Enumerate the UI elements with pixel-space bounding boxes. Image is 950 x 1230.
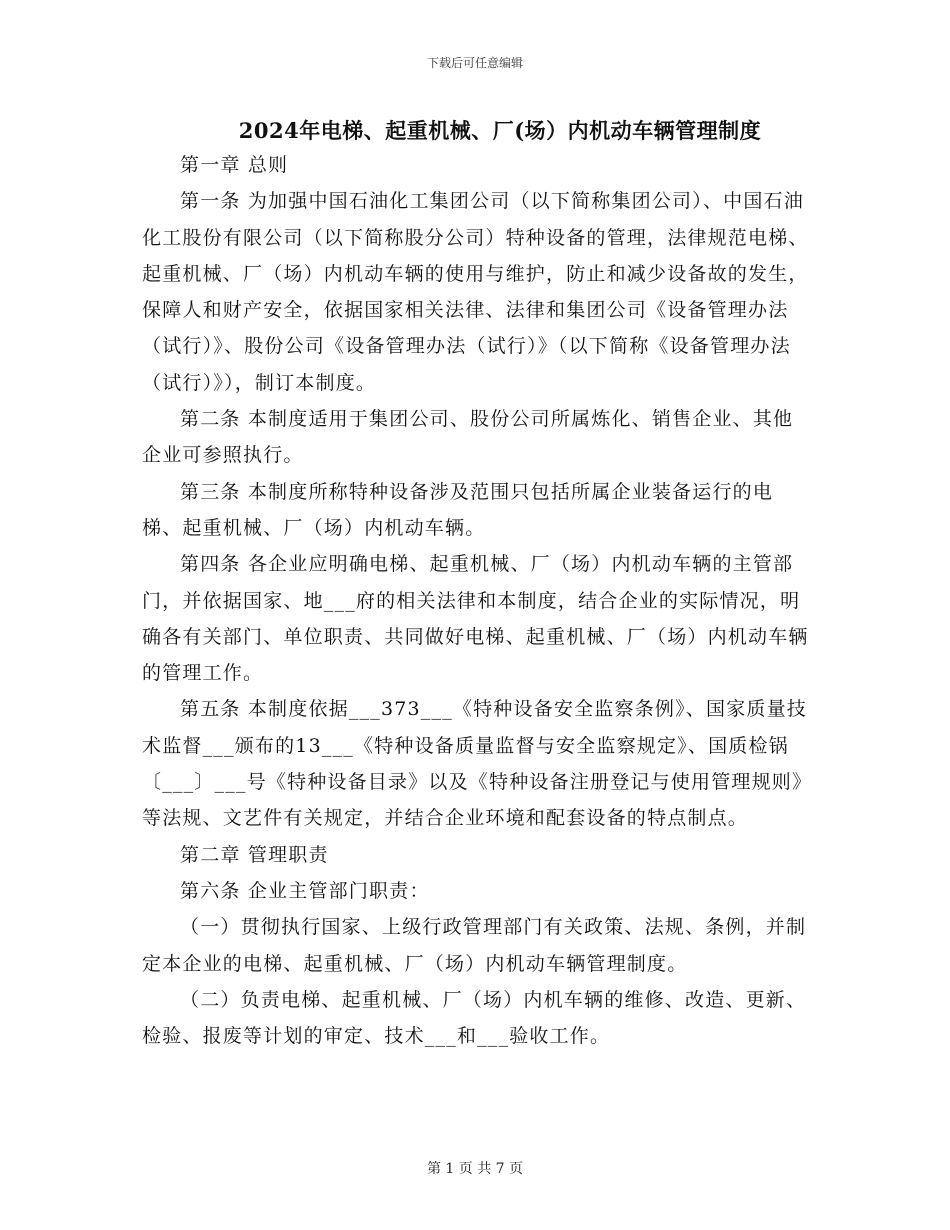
paragraph-article-5: 第五条 本制度依据___373___《特种设备安全监察条例》、国家质量技术监督___颁布的13___《特种设备质量监督与安全监察规定》、国质检锅〔___〕___号《特种设备目录》以及《特种设备注册登记与使用管理规则》等法规、文艺件有关规定，并结合企业环境和配套设备的特点制点。 [142, 698, 808, 830]
paragraph-article-3: 第三条 本制度所称特种设备涉及范围只包括所属企业装备运行的电梯、起重机械、厂（场）内机动车辆。 [142, 480, 774, 539]
paragraph-article-1: 第一条 为加强中国石油化工集团公司（以下简称集团公司）、中国石油化工股份有限公司（以下简称股分公司）特种设备的管理，法律规范电梯、起重机械、厂（场）内机动车辆的使用与维护，防止和减少设备故的发生，保障人和财产安全，依据国家相关法律、法律和集团公司《设备管理办法（试行）》、股份公司《设备管理办法（试行）》（以下简称《设备管理办法（试行）》），制订本制度。 [142, 190, 809, 394]
document-title: 2024年电梯、起重机械、厂(场）内机动车辆管理制度 [238, 118, 762, 143]
paragraph-article-4: 第四条 各企业应明确电梯、起重机械、厂（场）内机动车辆的主管部门，并依据国家、地___府的相关法律和本制度，结合企业的实际情况，明确各有关部门、单位职责、共同做好电梯、起重机械、厂（场）内机动车辆的管理工作。 [142, 553, 809, 685]
paragraph-article-6: 第六条 企业主管部门职责： [180, 879, 430, 902]
paragraph-chapter-1: 第一章 总则 [180, 154, 289, 176]
page-header-note: 下载后可任意编辑 [426, 56, 523, 70]
paragraph-item-1: （一）贯彻执行国家、上级行政管理部门有关政策、法规、条例，并制定本企业的电梯、起重机械、厂（场）内机动车辆管理制度。 [142, 916, 807, 975]
paragraph-item-2: （二）负责电梯、起重机械、厂（场）内机车辆的维修、改造、更新、检验、报废等计划的审定、技术___和___验收工作。 [142, 988, 807, 1048]
page-footer-number: 第 1 页 共 7 页 [426, 1161, 524, 1177]
document-body [142, 147, 810, 1054]
paragraph-chapter-2: 第二章 管理职责 [180, 843, 329, 866]
paragraph-article-2: 第二条 本制度适用于集团公司、股份公司所属炼化、销售企业、其他企业可参照执行。 [142, 408, 794, 467]
